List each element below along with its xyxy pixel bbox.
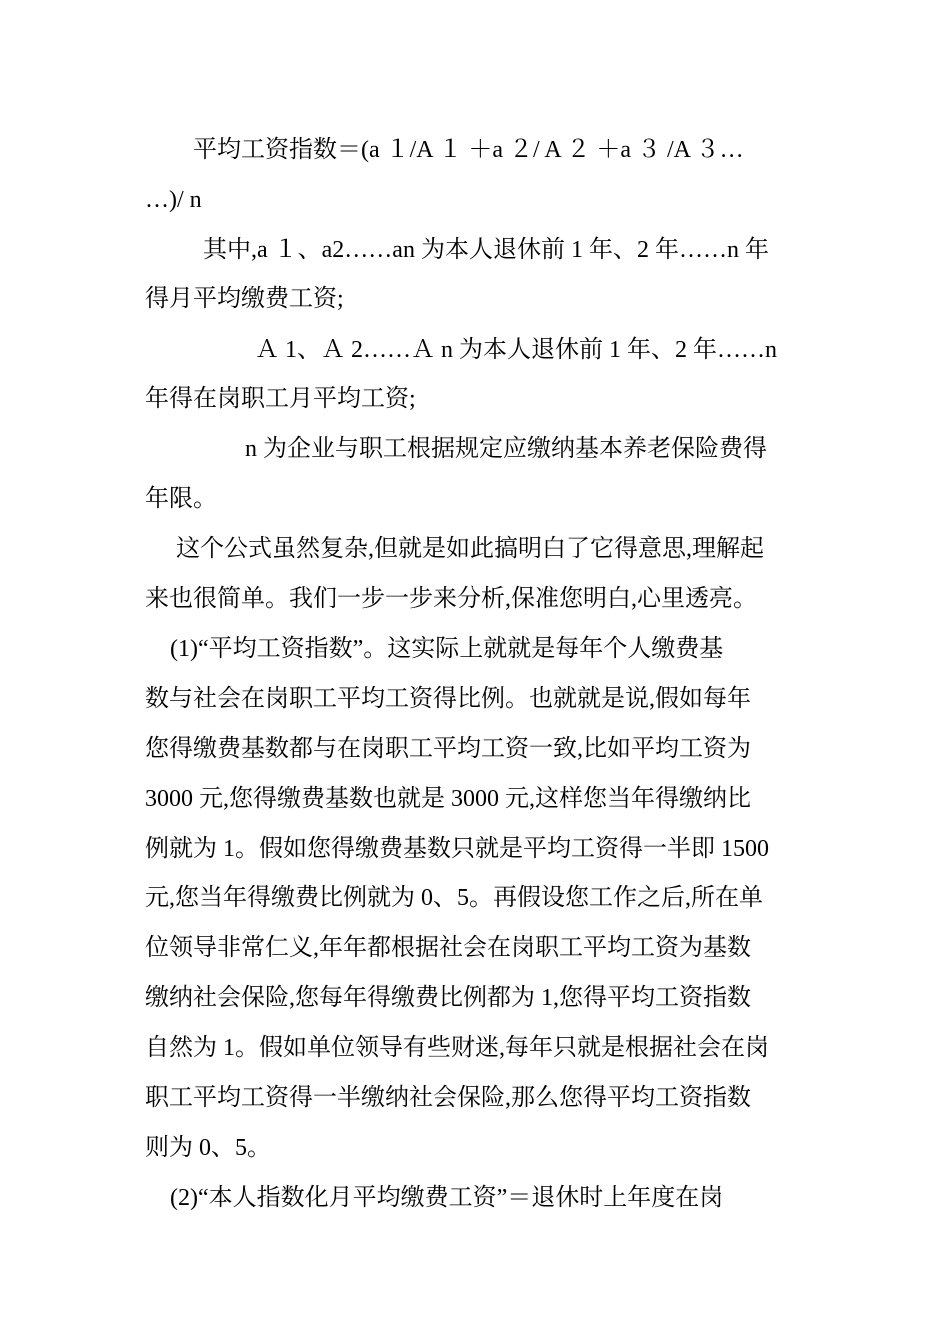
section-1-line-5: 例就为 1。假如您得缴费基数只就是平均工资得一半即 1500	[145, 836, 769, 862]
section-1-line-4: 3000 元,您得缴费基数也就是 3000 元,这样您当年得缴纳比	[145, 786, 751, 812]
formula-line-1: 平均工资指数＝(a １/A １ ＋a ２/ A ２ ＋a ３ /A ３…	[193, 137, 744, 163]
definition-n-line-1: n 为企业与职工根据规定应缴纳基本养老保险费得	[245, 436, 767, 462]
definition-A-line-1: Ａ 1、Ａ 2……Ａ n 为本人退休前 1 年、2 年……n	[255, 337, 777, 363]
definition-a-line-2: 得月平均缴费工资;	[145, 286, 344, 312]
section-1-line-3: 您得缴费基数都与在岗职工平均工资一致,比如平均工资为	[145, 736, 751, 762]
formula-line-2: …)/ n	[145, 187, 202, 213]
section-1-line-10: 职工平均工资得一半缴纳社会保险,那么您得平均工资指数	[145, 1085, 751, 1111]
section-1-line-11: 则为 0、5。	[145, 1135, 271, 1161]
section-1-line-7: 位领导非常仁义,年年都根据社会在岗职工平均工资为基数	[145, 935, 751, 961]
definition-a-line-1: 其中,a １、a2……an 为本人退休前 1 年、2 年……n 年	[203, 237, 769, 263]
section-1-line-2: 数与社会在岗职工平均工资得比例。也就就是说,假如每年	[145, 686, 751, 712]
section-2-line-1: (2)“本人指数化月平均缴费工资”＝退休时上年度在岗	[170, 1185, 724, 1211]
explanation-line-1: 这个公式虽然复杂,但就是如此搞明白了它得意思,理解起	[176, 536, 764, 562]
section-1-line-1: (1)“平均工资指数”。这实际上就就是每年个人缴费基	[170, 636, 724, 662]
section-1-line-9: 自然为 1。假如单位领导有些财迷,每年只就是根据社会在岗	[145, 1035, 769, 1061]
definition-A-line-2: 年得在岗职工月平均工资;	[145, 386, 416, 412]
section-1-line-6: 元,您当年得缴费比例就为 0、5。再假设您工作之后,所在单	[145, 885, 763, 911]
section-1-line-8: 缴纳社会保险,您每年得缴费比例都为 1,您得平均工资指数	[145, 985, 751, 1011]
explanation-line-2: 来也很简单。我们一步一步来分析,保准您明白,心里透亮。	[145, 586, 757, 612]
definition-n-line-2: 年限。	[145, 486, 217, 512]
